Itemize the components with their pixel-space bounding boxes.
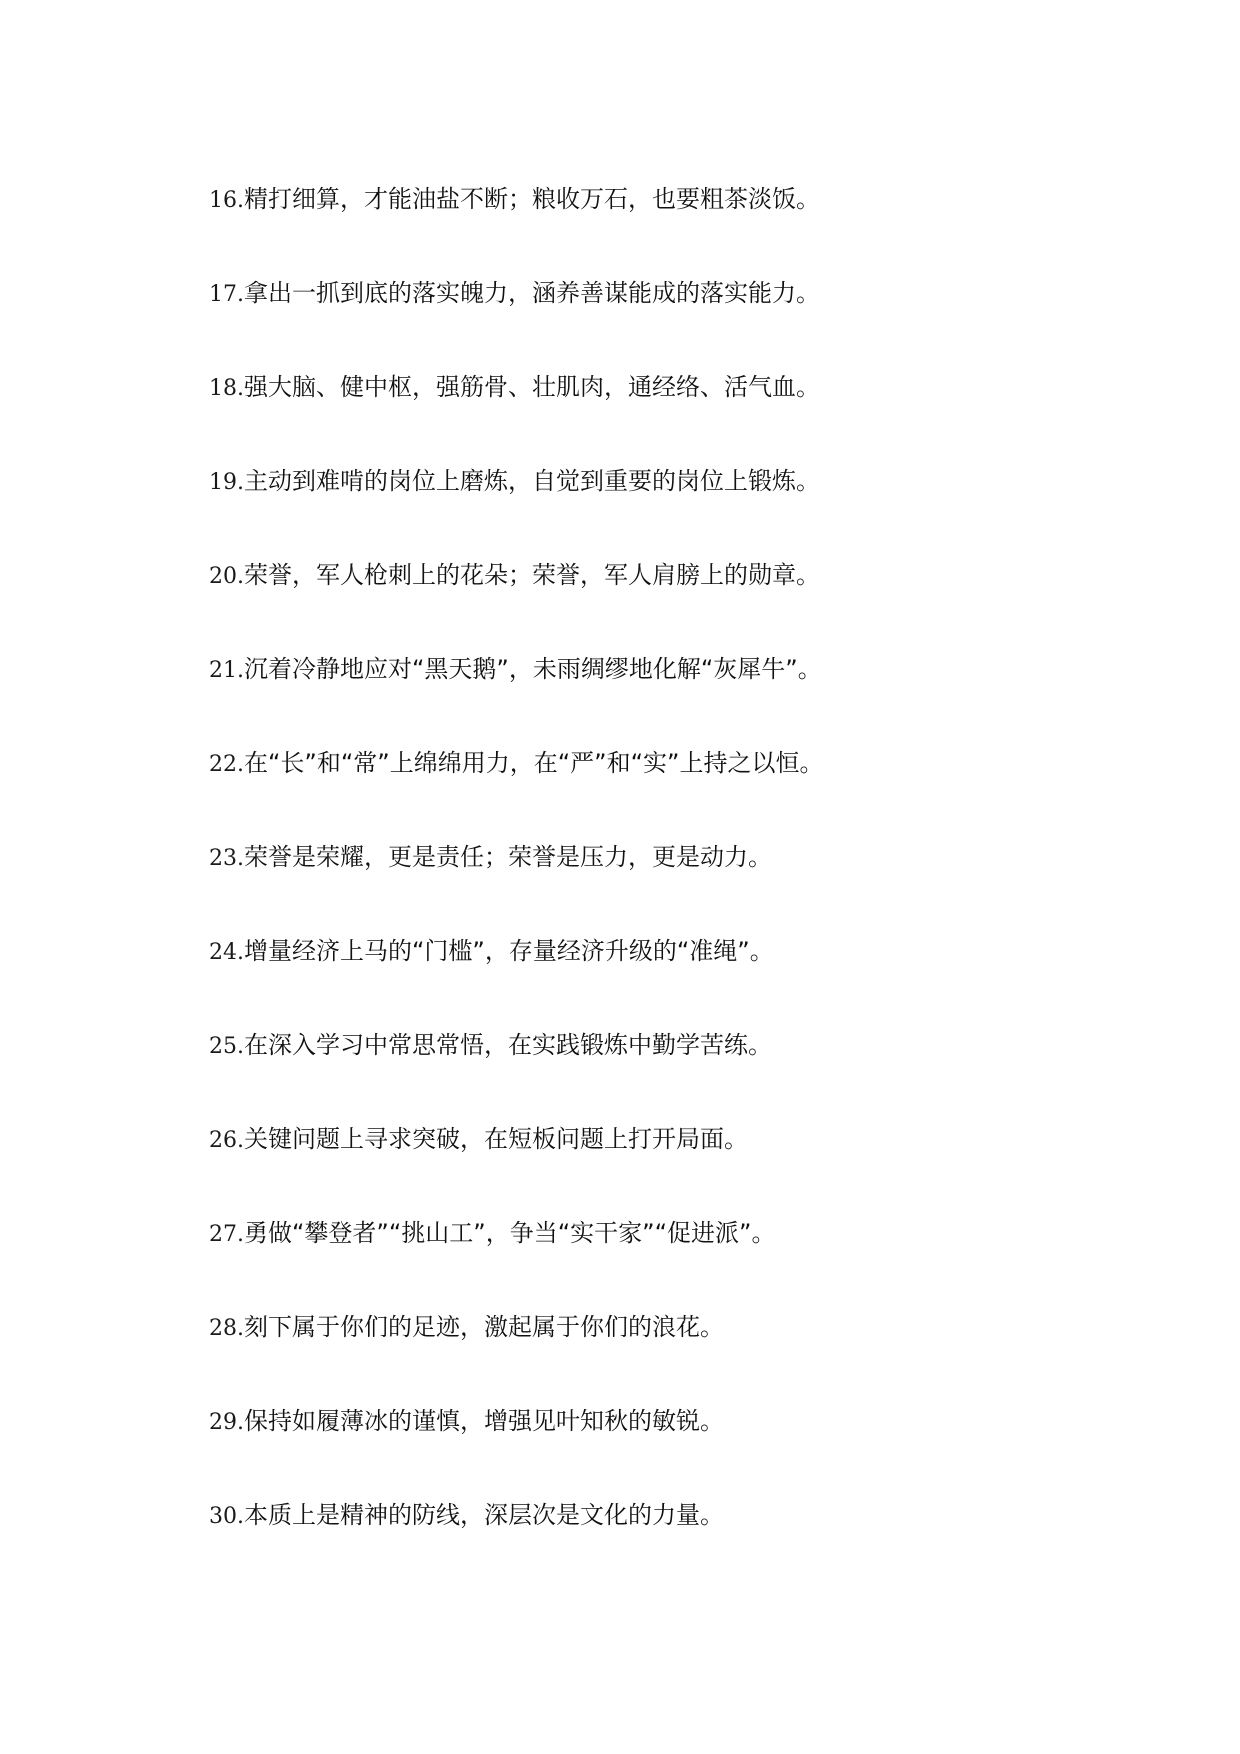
- item-number: 30.: [209, 1504, 244, 1529]
- item-number: 24.: [209, 940, 244, 965]
- item-number: 18.: [209, 376, 244, 401]
- list-item-21: [209, 648, 1189, 742]
- item-text: 拿出一抓到底的落实魄力，涵养善谋能成的落实能力。: [244, 279, 820, 307]
- item-text: 沉着冷静地应对“黑天鹅”，未雨绸缪地化解“灰犀牛”。: [244, 655, 822, 683]
- list-item-19: [209, 460, 1189, 554]
- list-item-16: [209, 178, 1189, 272]
- item-text: 刻下属于你们的足迹，激起属于你们的浪花。: [244, 1313, 724, 1341]
- list-item-17: [209, 272, 1189, 366]
- item-number: 25.: [209, 1034, 244, 1059]
- list-item-22: [209, 742, 1189, 836]
- list-item-18: [209, 366, 1189, 460]
- item-text: 荣誉，军人枪刺上的花朵；荣誉，军人肩膀上的勋章。: [244, 561, 820, 589]
- item-text: 保持如履薄冰的谨慎，增强见叶知秋的敏锐。: [244, 1407, 724, 1435]
- list-item-23: [209, 836, 1189, 930]
- list-item-20: [209, 554, 1189, 648]
- item-number: 27.: [209, 1222, 244, 1247]
- item-number: 29.: [209, 1410, 244, 1435]
- item-text: 强大脑、健中枢，强筋骨、壮肌肉，通经络、活气血。: [244, 373, 820, 401]
- item-number: 28.: [209, 1316, 244, 1341]
- item-number: 22.: [209, 752, 244, 777]
- item-number: 26.: [209, 1128, 244, 1153]
- item-text: 荣誉是荣耀，更是责任；荣誉是压力，更是动力。: [244, 843, 772, 871]
- list-item-29: [209, 1400, 1189, 1494]
- list-item-30: [209, 1494, 1189, 1588]
- list-item-24: [209, 930, 1189, 1024]
- item-text: 在深入学习中常思常悟，在实践锻炼中勤学苦练。: [244, 1031, 772, 1059]
- item-number: 21.: [209, 658, 244, 683]
- item-text: 勇做“攀登者”“挑山工”，争当“实干家”“促进派”。: [244, 1219, 776, 1247]
- list-item-26: [209, 1118, 1189, 1212]
- numbered-list: [209, 178, 1189, 1588]
- item-number: 17.: [209, 282, 244, 307]
- item-text: 本质上是精神的防线，深层次是文化的力量。: [244, 1501, 724, 1529]
- item-text: 在“长”和“常”上绵绵用力，在“严”和“实”上持之以恒。: [244, 749, 824, 777]
- item-text: 增量经济上马的“门槛”，存量经济升级的“准绳”。: [244, 937, 774, 965]
- item-number: 19.: [209, 470, 244, 495]
- item-number: 23.: [209, 846, 244, 871]
- list-item-27: [209, 1212, 1189, 1306]
- item-text: 关键问题上寻求突破，在短板问题上打开局面。: [244, 1125, 748, 1153]
- item-text: 精打细算，才能油盐不断；粮收万石，也要粗茶淡饭。: [244, 185, 820, 213]
- item-number: 20.: [209, 564, 244, 589]
- item-number: 16.: [209, 188, 244, 213]
- list-item-28: [209, 1306, 1189, 1400]
- list-item-25: [209, 1024, 1189, 1118]
- item-text: 主动到难啃的岗位上磨炼，自觉到重要的岗位上锻炼。: [244, 467, 820, 495]
